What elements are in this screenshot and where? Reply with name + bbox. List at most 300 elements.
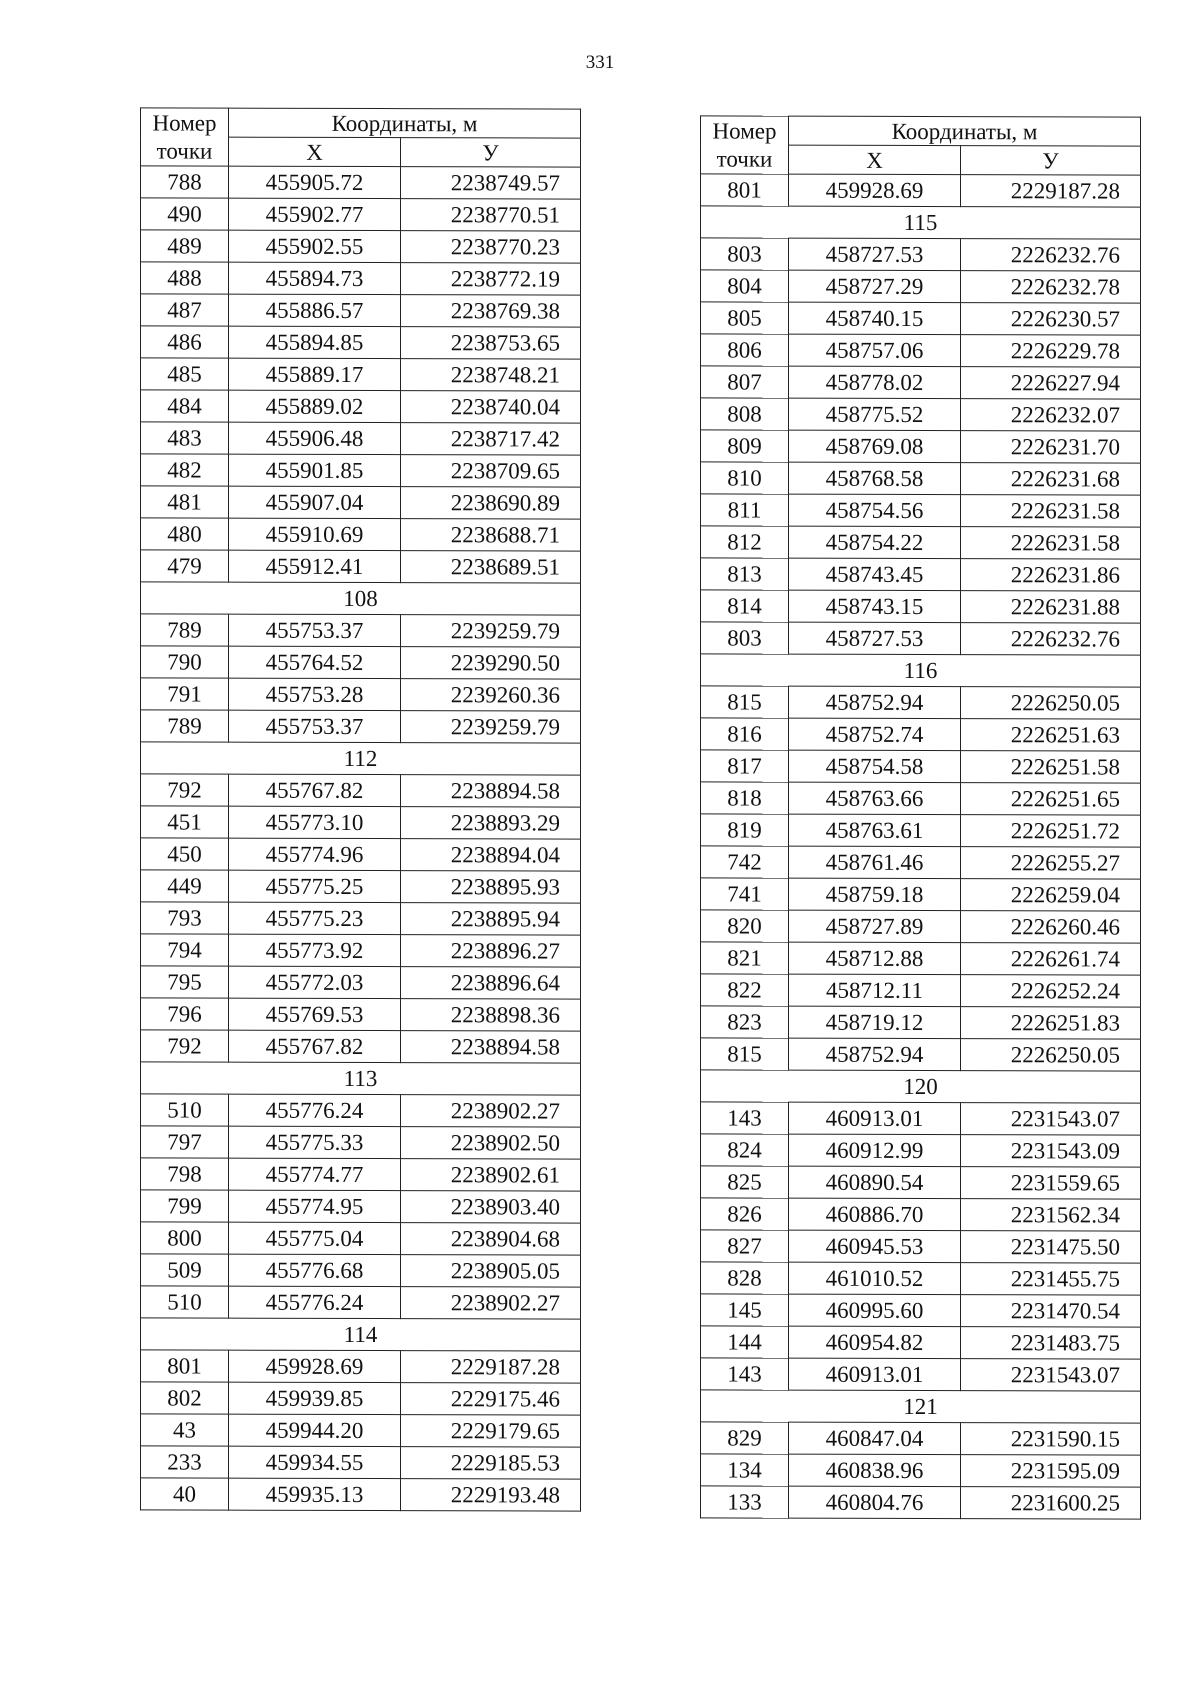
- coord-y: 2238902.27: [401, 1095, 581, 1127]
- coord-x: 460804.76: [789, 1486, 961, 1518]
- point-number: 145: [701, 1294, 789, 1326]
- coord-x: 455775.25: [229, 870, 401, 902]
- point-number: 796: [141, 998, 229, 1030]
- coord-x: 455889.17: [229, 358, 401, 390]
- coordinates-table-right: [700, 115, 1141, 1519]
- point-number: 825: [701, 1166, 789, 1198]
- table-row: [141, 422, 581, 455]
- point-number: 803: [701, 622, 789, 654]
- group-row: [701, 1390, 1141, 1423]
- coord-x: 455776.24: [229, 1286, 401, 1318]
- coord-x: 459944.20: [229, 1414, 401, 1446]
- point-number: 817: [701, 750, 789, 782]
- coord-x: 458754.56: [789, 494, 961, 526]
- group-row: [141, 1062, 581, 1095]
- coord-x: 455769.53: [229, 998, 401, 1030]
- group-row: [141, 1318, 581, 1351]
- page-number: 331: [585, 52, 615, 73]
- table-row: [141, 1254, 581, 1287]
- point-number: 829: [701, 1422, 789, 1454]
- point-number: 819: [701, 814, 789, 846]
- coord-y: 2226252.24: [961, 975, 1141, 1007]
- coord-x: 455773.10: [229, 806, 401, 838]
- table-row: [701, 814, 1141, 847]
- coord-y: 2229179.65: [401, 1415, 581, 1447]
- coord-x: 455905.72: [229, 166, 401, 198]
- group-row: [701, 654, 1141, 687]
- table-row: [141, 1094, 581, 1127]
- table-row: [701, 494, 1141, 527]
- coord-x: 460945.53: [789, 1230, 961, 1262]
- table-row: [701, 622, 1141, 655]
- table-row: [141, 230, 581, 263]
- group-number: 121: [701, 1390, 1141, 1423]
- point-number: 800: [141, 1222, 229, 1254]
- table-row: [141, 1382, 581, 1415]
- coord-y: 2226227.94: [961, 367, 1141, 399]
- coord-y: 2238772.19: [401, 263, 581, 295]
- table-body-left: [141, 166, 581, 1511]
- coord-x: 460954.82: [789, 1326, 961, 1358]
- coord-y: 2229185.53: [401, 1447, 581, 1479]
- header-y: У: [401, 138, 581, 167]
- coord-x: 455902.55: [229, 230, 401, 262]
- point-number: 821: [701, 942, 789, 974]
- coord-y: 2226231.88: [961, 591, 1141, 623]
- coord-y: 2226232.78: [961, 271, 1141, 303]
- coord-y: 2231562.34: [961, 1199, 1141, 1231]
- coord-x: 455776.68: [229, 1254, 401, 1286]
- table-row: [701, 1102, 1141, 1135]
- table-row: [141, 1350, 581, 1383]
- point-number: 826: [701, 1198, 789, 1230]
- table-row: [701, 174, 1141, 207]
- coord-y: 2226250.05: [961, 1039, 1141, 1071]
- table-row: [141, 646, 581, 679]
- point-number: 233: [141, 1446, 229, 1478]
- table-row: [141, 1478, 581, 1511]
- point-number: 814: [701, 590, 789, 622]
- coord-y: 2226255.27: [961, 847, 1141, 879]
- table-row: [701, 1454, 1141, 1487]
- point-number: 133: [701, 1486, 789, 1518]
- point-number: 795: [141, 966, 229, 998]
- table-row: [141, 358, 581, 391]
- header-coordinates: Координаты, м: [229, 108, 581, 138]
- point-number: 794: [141, 934, 229, 966]
- point-number: 813: [701, 558, 789, 590]
- group-number: 120: [701, 1070, 1141, 1103]
- coord-y: 2238894.04: [401, 839, 581, 871]
- table-row: [701, 526, 1141, 559]
- coord-y: 2238689.51: [401, 551, 581, 583]
- coord-y: 2231483.75: [961, 1327, 1141, 1359]
- coord-x: 455776.24: [229, 1094, 401, 1126]
- coord-y: 2231543.09: [961, 1135, 1141, 1167]
- group-row: [141, 742, 581, 775]
- table-row: [141, 1190, 581, 1223]
- point-number: 806: [701, 334, 789, 366]
- coord-y: 2238717.42: [401, 423, 581, 455]
- point-number: 489: [141, 230, 229, 262]
- coord-x: 458740.15: [789, 302, 961, 334]
- point-number: 451: [141, 806, 229, 838]
- coord-x: 458719.12: [789, 1006, 961, 1038]
- point-number: 40: [141, 1478, 229, 1510]
- coord-y: 2226259.04: [961, 879, 1141, 911]
- table-row: [141, 806, 581, 839]
- coord-y: 2226231.68: [961, 463, 1141, 495]
- coord-x: 455772.03: [229, 966, 401, 998]
- coord-x: 455886.57: [229, 294, 401, 326]
- coord-y: 2238895.94: [401, 903, 581, 935]
- coord-x: 459939.85: [229, 1382, 401, 1414]
- point-number: 805: [701, 302, 789, 334]
- table-row: [141, 1222, 581, 1255]
- group-row: [141, 582, 581, 615]
- coord-x: 458743.15: [789, 590, 961, 622]
- table-row: [141, 1126, 581, 1159]
- point-number: 822: [701, 974, 789, 1006]
- coord-x: 455753.28: [229, 678, 401, 710]
- point-number: 484: [141, 390, 229, 422]
- coord-x: 458775.52: [789, 398, 961, 430]
- coord-y: 2226251.72: [961, 815, 1141, 847]
- point-number: 488: [141, 262, 229, 294]
- coord-y: 2238896.64: [401, 967, 581, 999]
- coord-y: 2238895.93: [401, 871, 581, 903]
- table-row: [701, 1486, 1141, 1519]
- coord-x: 460912.99: [789, 1134, 961, 1166]
- coord-x: 459934.55: [229, 1446, 401, 1478]
- table-row: [141, 486, 581, 519]
- coord-x: 458754.22: [789, 526, 961, 558]
- group-number: 116: [701, 654, 1141, 687]
- coord-y: 2226261.74: [961, 943, 1141, 975]
- coord-y: 2238769.38: [401, 295, 581, 327]
- coord-x: 455901.85: [229, 454, 401, 486]
- point-number: 742: [701, 846, 789, 878]
- coord-y: 2229187.28: [961, 175, 1141, 207]
- point-number: 480: [141, 518, 229, 550]
- point-number: 479: [141, 550, 229, 582]
- point-number: 509: [141, 1254, 229, 1286]
- coord-x: 455753.37: [229, 614, 401, 646]
- table-row: [141, 198, 581, 231]
- point-number: 510: [141, 1286, 229, 1318]
- coord-y: 2239259.79: [401, 711, 581, 743]
- table-row: [141, 870, 581, 903]
- coord-y: 2226231.58: [961, 495, 1141, 527]
- point-number: 801: [141, 1350, 229, 1382]
- table-row: [141, 518, 581, 551]
- table-row: [701, 974, 1141, 1007]
- table-row: [701, 1006, 1141, 1039]
- table-row: [701, 878, 1141, 911]
- point-number: 824: [701, 1134, 789, 1166]
- table-row: [141, 326, 581, 359]
- table-row: [141, 1158, 581, 1191]
- point-number: 812: [701, 526, 789, 558]
- table-row: [701, 1166, 1141, 1199]
- coord-x: 455773.92: [229, 934, 401, 966]
- coord-x: 458759.18: [789, 878, 961, 910]
- point-number: 816: [701, 718, 789, 750]
- table-row: [701, 1230, 1141, 1263]
- coord-x: 458757.06: [789, 334, 961, 366]
- table-row: [141, 838, 581, 871]
- coord-y: 2239290.50: [401, 647, 581, 679]
- group-number: 115: [701, 206, 1141, 239]
- coordinates-table-left: [140, 107, 581, 1511]
- coord-x: 458752.94: [789, 686, 961, 718]
- coord-y: 2238740.04: [401, 391, 581, 423]
- coord-y: 2238749.57: [401, 167, 581, 199]
- group-row: [701, 206, 1141, 239]
- header-x: X: [229, 137, 401, 166]
- coord-x: 455774.77: [229, 1158, 401, 1190]
- point-number: 134: [701, 1454, 789, 1486]
- coord-y: 2238748.21: [401, 359, 581, 391]
- coord-y: 2231590.15: [961, 1423, 1141, 1455]
- coord-x: 460890.54: [789, 1166, 961, 1198]
- coord-y: 2238688.71: [401, 519, 581, 551]
- point-number: 815: [701, 686, 789, 718]
- coord-x: 455753.37: [229, 710, 401, 742]
- coord-x: 458763.66: [789, 782, 961, 814]
- point-number: 487: [141, 294, 229, 326]
- coord-y: 2238894.58: [401, 775, 581, 807]
- coord-x: 458727.53: [789, 622, 961, 654]
- point-number: 789: [141, 710, 229, 742]
- table-row: [141, 294, 581, 327]
- table-row: [141, 390, 581, 423]
- point-number: 809: [701, 430, 789, 462]
- table-row: [701, 366, 1141, 399]
- point-number: 788: [141, 166, 229, 198]
- coord-x: 458752.74: [789, 718, 961, 750]
- point-number: 483: [141, 422, 229, 454]
- coord-y: 2226232.76: [961, 623, 1141, 655]
- point-number: 789: [141, 614, 229, 646]
- coord-x: 455912.41: [229, 550, 401, 582]
- coord-x: 458712.88: [789, 942, 961, 974]
- point-number: 804: [701, 270, 789, 302]
- coord-y: 2229193.48: [401, 1479, 581, 1511]
- table-row: [701, 430, 1141, 463]
- coord-y: 2239260.36: [401, 679, 581, 711]
- coord-x: 455775.23: [229, 902, 401, 934]
- coord-x: 455767.82: [229, 1030, 401, 1062]
- point-number: 798: [141, 1158, 229, 1190]
- coord-x: 460913.01: [789, 1102, 961, 1134]
- point-number: 450: [141, 838, 229, 870]
- table-row: [701, 750, 1141, 783]
- point-number: 808: [701, 398, 789, 430]
- point-number: 143: [701, 1358, 789, 1390]
- coord-x: 458768.58: [789, 462, 961, 494]
- coord-x: 458727.53: [789, 238, 961, 270]
- table-row: [701, 1262, 1141, 1295]
- table-row: [141, 1286, 581, 1319]
- point-number: 799: [141, 1190, 229, 1222]
- point-number: 827: [701, 1230, 789, 1262]
- coord-y: 2238690.89: [401, 487, 581, 519]
- coord-y: 2226251.83: [961, 1007, 1141, 1039]
- table-row: [141, 1030, 581, 1063]
- table-row: [701, 910, 1141, 943]
- coord-x: 458712.11: [789, 974, 961, 1006]
- coord-y: 2238753.65: [401, 327, 581, 359]
- group-number: 114: [141, 1318, 581, 1351]
- coord-y: 2231455.75: [961, 1263, 1141, 1295]
- point-number: 449: [141, 870, 229, 902]
- coord-x: 458743.45: [789, 558, 961, 590]
- coord-x: 458754.58: [789, 750, 961, 782]
- group-number: 113: [141, 1062, 581, 1095]
- coord-x: 460995.60: [789, 1294, 961, 1326]
- coord-x: 460886.70: [789, 1198, 961, 1230]
- coord-y: 2226231.70: [961, 431, 1141, 463]
- point-number: 828: [701, 1262, 789, 1294]
- table-row: [141, 166, 581, 199]
- point-number: 790: [141, 646, 229, 678]
- coord-y: 2226260.46: [961, 911, 1141, 943]
- point-number: 793: [141, 902, 229, 934]
- table-body-right: [701, 174, 1141, 1519]
- header-point-number: Номер точки: [141, 108, 229, 166]
- table-row: [701, 686, 1141, 719]
- coord-y: 2238902.27: [401, 1287, 581, 1319]
- table-row: [701, 558, 1141, 591]
- point-number: 801: [701, 174, 789, 206]
- point-number: 803: [701, 238, 789, 270]
- coord-x: 455774.96: [229, 838, 401, 870]
- coord-x: 460838.96: [789, 1454, 961, 1486]
- coord-y: 2231600.25: [961, 1487, 1141, 1519]
- coord-x: 455906.48: [229, 422, 401, 454]
- coord-y: 2231470.54: [961, 1295, 1141, 1327]
- table-row: [141, 966, 581, 999]
- point-number: 510: [141, 1094, 229, 1126]
- point-number: 807: [701, 366, 789, 398]
- point-number: 143: [701, 1102, 789, 1134]
- header-y: У: [961, 146, 1141, 175]
- coord-x: 458727.89: [789, 910, 961, 942]
- table-row: [141, 1414, 581, 1447]
- coord-x: 455894.85: [229, 326, 401, 358]
- point-number: 820: [701, 910, 789, 942]
- coord-y: 2231475.50: [961, 1231, 1141, 1263]
- header-coordinates: Координаты, м: [789, 116, 1141, 146]
- header-x: X: [789, 145, 961, 174]
- coord-x: 458752.94: [789, 1038, 961, 1070]
- table-row: [701, 302, 1141, 335]
- table-row: [701, 1198, 1141, 1231]
- coord-y: 2231543.07: [961, 1359, 1141, 1391]
- group-row: [701, 1070, 1141, 1103]
- point-number: 482: [141, 454, 229, 486]
- coord-y: 2238893.29: [401, 807, 581, 839]
- coord-x: 455889.02: [229, 390, 401, 422]
- table-row: [701, 718, 1141, 751]
- table-row: [701, 590, 1141, 623]
- coord-y: 2238770.23: [401, 231, 581, 263]
- point-number: 810: [701, 462, 789, 494]
- table-row: [701, 398, 1141, 431]
- coord-y: 2226251.65: [961, 783, 1141, 815]
- coord-y: 2226230.57: [961, 303, 1141, 335]
- point-number: 792: [141, 1030, 229, 1062]
- table-row: [141, 678, 581, 711]
- coord-y: 2229175.46: [401, 1383, 581, 1415]
- coord-y: 2239259.79: [401, 615, 581, 647]
- point-number: 797: [141, 1126, 229, 1158]
- coord-y: 2226232.76: [961, 239, 1141, 271]
- coord-y: 2238898.36: [401, 999, 581, 1031]
- table-row: [701, 1294, 1141, 1327]
- point-number: 815: [701, 1038, 789, 1070]
- coord-x: 455775.04: [229, 1222, 401, 1254]
- coord-y: 2226229.78: [961, 335, 1141, 367]
- table-row: [141, 550, 581, 583]
- coord-x: 455764.52: [229, 646, 401, 678]
- table-row: [141, 774, 581, 807]
- table-row: [141, 934, 581, 967]
- coord-x: 455775.33: [229, 1126, 401, 1158]
- table-row: [141, 710, 581, 743]
- coord-x: 459928.69: [229, 1350, 401, 1382]
- coord-y: 2231559.65: [961, 1167, 1141, 1199]
- point-number: 741: [701, 878, 789, 910]
- table-row: [701, 334, 1141, 367]
- group-number: 112: [141, 742, 581, 775]
- table-row: [701, 1038, 1141, 1071]
- point-number: 811: [701, 494, 789, 526]
- table-row: [701, 942, 1141, 975]
- table-row: [701, 1422, 1141, 1455]
- coord-y: 2229187.28: [401, 1351, 581, 1383]
- coord-y: 2226231.86: [961, 559, 1141, 591]
- coord-y: 2231543.07: [961, 1103, 1141, 1135]
- point-number: 485: [141, 358, 229, 390]
- coord-x: 455894.73: [229, 262, 401, 294]
- coord-x: 459928.69: [789, 174, 961, 206]
- table-row: [701, 1358, 1141, 1391]
- header-point-number: Номер точки: [701, 116, 789, 174]
- coord-y: 2231595.09: [961, 1455, 1141, 1487]
- table-row: [701, 846, 1141, 879]
- coord-x: 460913.01: [789, 1358, 961, 1390]
- point-number: 818: [701, 782, 789, 814]
- coord-y: 2238770.51: [401, 199, 581, 231]
- coord-x: 455774.95: [229, 1190, 401, 1222]
- point-number: 486: [141, 326, 229, 358]
- table-row: [141, 454, 581, 487]
- coord-x: 458763.61: [789, 814, 961, 846]
- coord-x: 455907.04: [229, 486, 401, 518]
- point-number: 490: [141, 198, 229, 230]
- point-number: 144: [701, 1326, 789, 1358]
- table-row: [141, 262, 581, 295]
- coord-x: 458778.02: [789, 366, 961, 398]
- table-row: [701, 1134, 1141, 1167]
- coord-x: 455902.77: [229, 198, 401, 230]
- coord-y: 2238903.40: [401, 1191, 581, 1223]
- coord-y: 2238896.27: [401, 935, 581, 967]
- coord-y: 2226251.58: [961, 751, 1141, 783]
- table-row: [141, 998, 581, 1031]
